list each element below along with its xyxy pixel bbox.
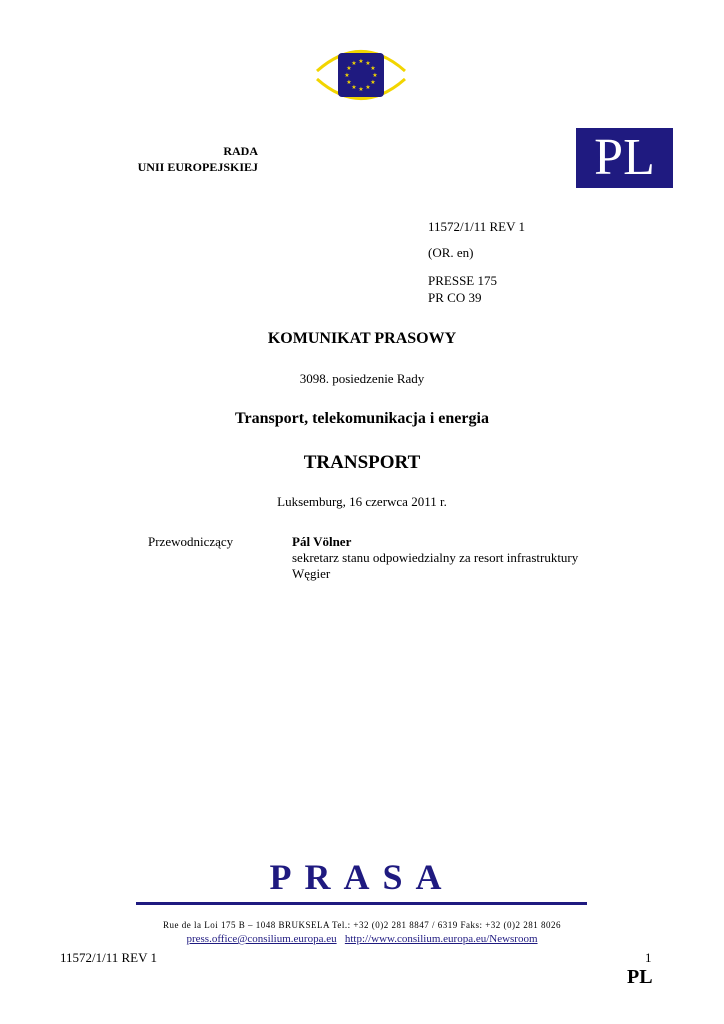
svg-text:★: ★ bbox=[370, 65, 376, 72]
document-number: 11572/1/11 REV 1 bbox=[428, 219, 526, 234]
meeting-number: 3098. posiedzenie Rady bbox=[299, 371, 425, 386]
prco-number: PR CO 39 bbox=[428, 290, 482, 305]
svg-text:★: ★ bbox=[365, 60, 371, 67]
council-name-line1: RADA bbox=[223, 144, 258, 158]
original-language: (OR. en) bbox=[428, 245, 474, 260]
svg-text:★: ★ bbox=[358, 58, 364, 65]
newsroom-link[interactable]: http://www.consilium.europa.eu/Newsroom bbox=[344, 933, 538, 945]
place-and-date: Luksemburg, 16 czerwca 2011 r. bbox=[277, 494, 447, 509]
svg-text:★: ★ bbox=[358, 86, 364, 93]
language-badge: PL bbox=[576, 128, 673, 188]
eu-council-logo bbox=[313, 46, 409, 104]
topic-heading: TRANSPORT bbox=[303, 452, 421, 473]
svg-text:★: ★ bbox=[346, 79, 352, 86]
footer-divider bbox=[136, 902, 587, 905]
president-country: Węgier bbox=[292, 566, 331, 581]
press-email-link[interactable]: press.office@consilium.europa.eu bbox=[186, 933, 337, 945]
president-role: sekretarz stanu odpowiedzialny za resort infrastruktury bbox=[292, 550, 579, 565]
president-block bbox=[292, 534, 578, 582]
svg-text:★: ★ bbox=[370, 79, 376, 86]
press-address: Rue de la Loi 175 B – 1048 BRUKSELA Tel.: +32 (0)2 281 8847 / 6319 Faks: +32 (0)2 281 8026 bbox=[162, 920, 562, 930]
presse-number: PRESSE 175 bbox=[428, 273, 497, 288]
press-links bbox=[0, 933, 724, 945]
footer-language-code: PL bbox=[627, 966, 653, 988]
svg-text:★: ★ bbox=[365, 84, 371, 91]
press-wordmark: PRASA bbox=[269, 857, 455, 897]
svg-text:★: ★ bbox=[351, 84, 357, 91]
council-name-line2: UNII EUROPEJSKIEJ bbox=[137, 160, 258, 174]
page-number: 1 bbox=[645, 950, 652, 965]
president-label: Przewodniczący bbox=[148, 534, 234, 549]
footer-doc-ref: 11572/1/11 REV 1 bbox=[60, 950, 158, 965]
page-title: KOMUNIKAT PRASOWY bbox=[267, 330, 457, 347]
svg-text:★: ★ bbox=[344, 72, 350, 79]
president-name: Pál Völner bbox=[292, 534, 352, 549]
council-formation: Transport, telekomunikacja i energia bbox=[235, 410, 489, 427]
svg-text:★: ★ bbox=[346, 65, 352, 72]
svg-text:★: ★ bbox=[372, 72, 378, 79]
svg-text:★: ★ bbox=[351, 60, 357, 67]
